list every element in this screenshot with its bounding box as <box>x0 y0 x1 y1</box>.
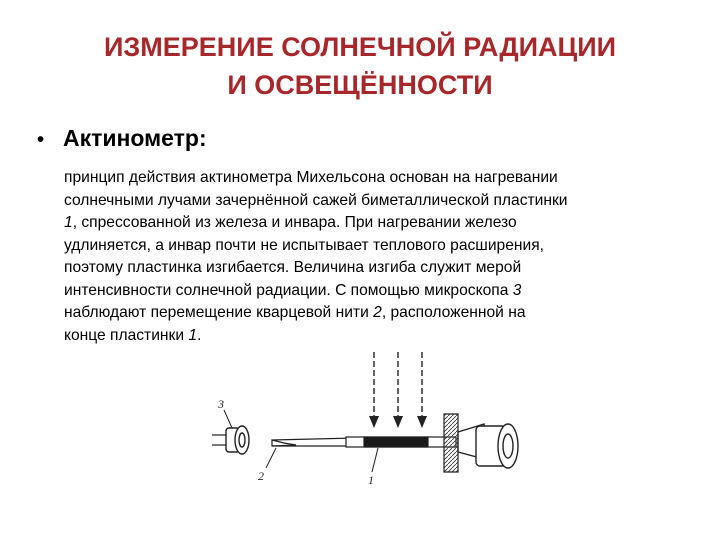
description-text: принцип действия актинометра Михельсона основан на нагревании <box>64 169 558 186</box>
label-3-leader <box>224 410 232 428</box>
description-text: интенсивности солнечной радиации. С помощью микроскопа <box>64 281 513 299</box>
description-text: , спрессованной из железа и инвара. При нагревании железо <box>72 214 517 231</box>
description-line <box>64 280 714 303</box>
label-2-leader <box>266 448 276 468</box>
description-text: наблюдают перемещение кварцевой нити <box>64 304 374 321</box>
description-line <box>64 302 714 325</box>
bullet-icon: • <box>37 129 45 151</box>
figure-reference: 1 <box>64 214 73 231</box>
slide-title-line-1: ИЗМЕРЕНИЕ СОЛНЕЧНОЙ РАДИАЦИИ <box>103 32 617 62</box>
description-text: поэтому пластинка изгибается. Величина изгиба служит мерой <box>64 259 522 276</box>
description-text: . <box>197 326 202 344</box>
description-line <box>64 167 714 190</box>
description-line <box>64 257 714 280</box>
label-2: 2 <box>258 469 264 483</box>
description-paragraph <box>64 167 714 347</box>
cylinder-mount <box>458 424 518 468</box>
label-3: 3 <box>218 397 224 411</box>
label-1-leader <box>372 448 378 472</box>
description-line <box>64 235 714 258</box>
description-text: солнечными лучами зачернённой сажей биметаллической пластинки <box>64 191 568 209</box>
sun-rays-arrows <box>374 352 422 418</box>
description-text: , расположенной на <box>381 304 526 321</box>
arrow-heads <box>369 416 427 428</box>
slide-title <box>0 28 720 104</box>
actinometer-diagram <box>196 348 532 496</box>
bullet-heading <box>37 124 207 154</box>
label-1: 1 <box>368 473 374 487</box>
figure-reference: 3 <box>512 281 522 299</box>
description-text: удлиняется, а инвар почти не испытывает теплового расширения, <box>64 236 544 254</box>
plate-clamp <box>444 414 458 472</box>
slide-title-line-2: И ОСВЕЩЁННОСТИ <box>227 70 493 100</box>
description-line <box>64 212 714 235</box>
description-line <box>64 325 714 348</box>
description-line <box>64 190 714 213</box>
microscope-3 <box>212 426 249 454</box>
quartz-thread-2 <box>272 438 356 446</box>
figure-reference: 2 <box>373 304 382 321</box>
bullet-heading-text: Актинометр: <box>63 125 207 151</box>
bimetallic-plate-1 <box>346 437 456 447</box>
figure-reference: 1 <box>188 326 198 344</box>
description-text: конце пластинки <box>64 326 189 344</box>
